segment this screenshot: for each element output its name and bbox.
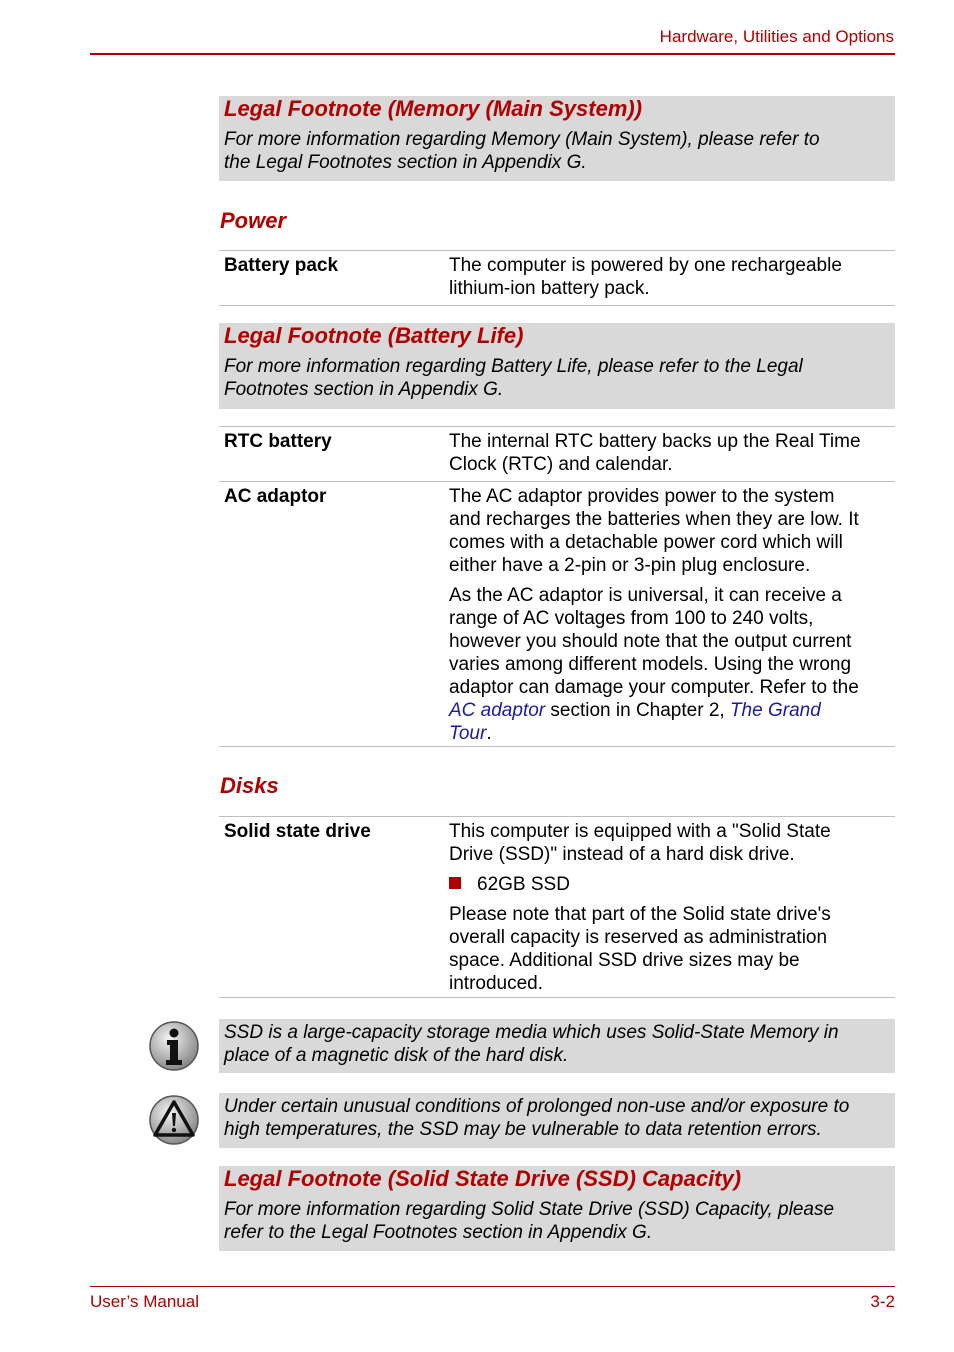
paragraph — [449, 903, 890, 995]
legal-footnote-ssd — [219, 1166, 895, 1251]
section-heading-disks: Disks — [220, 773, 279, 798]
text-line: comes with a detachable power cord which will — [449, 532, 843, 553]
text-line: Please note that part of the Solid state drive's — [449, 904, 831, 925]
section-heading-power: Power — [220, 208, 287, 233]
text-line: lithium-ion battery pack. — [449, 278, 650, 299]
power-spec-table-2 — [219, 426, 895, 747]
text-line: high temperatures, the SSD may be vulnerable to data retention errors. — [224, 1119, 822, 1140]
spec-label: RTC battery — [224, 431, 332, 452]
legal-footnote-title: Legal Footnote (Battery Life) — [224, 323, 524, 348]
footer-rule — [90, 1286, 895, 1287]
text-line: Drive (SSD)" instead of a hard disk drive. — [449, 844, 795, 865]
warning-note — [219, 1093, 895, 1148]
text-line: SSD is a large-capacity storage media which uses Solid-State Memory in — [224, 1022, 839, 1043]
legal-footnote-text — [224, 122, 890, 174]
text-fragment: . — [486, 723, 492, 744]
text-line: space. Additional SSD drive sizes may be — [449, 950, 800, 971]
info-icon — [148, 1020, 200, 1072]
text-line: For more information regarding Memory (Main System), please refer to — [224, 129, 820, 150]
ac-adaptor-link[interactable]: AC adaptor — [449, 700, 546, 721]
spec-description — [444, 820, 895, 997]
text-line: Under certain unusual conditions of prolonged non-use and/or exposure to — [224, 1096, 850, 1117]
text-line: This computer is equipped with a "Solid State — [449, 821, 831, 842]
paragraph — [449, 584, 890, 745]
table-row — [219, 816, 895, 998]
paragraph — [449, 820, 890, 866]
table-row — [219, 250, 895, 306]
legal-footnote-memory — [219, 96, 895, 181]
text-fragment: section in Chapter 2, — [545, 700, 730, 721]
warning-note-text — [224, 1095, 890, 1141]
legal-footnote-title: Legal Footnote (Memory (Main System)) — [224, 96, 643, 121]
legal-footnote-title: Legal Footnote (Solid State Drive (SSD) Capacity) — [224, 1166, 742, 1191]
text-line: For more information regarding Battery Life, please refer to the Legal — [224, 356, 803, 377]
legal-footnote-text — [224, 349, 890, 401]
text-line: Footnotes section in Appendix G. — [224, 379, 504, 400]
text-line: The internal RTC battery backs up the Real Time — [449, 431, 861, 452]
warning-icon — [148, 1094, 200, 1146]
header-rule — [90, 53, 895, 55]
text-line: The AC adaptor provides power to the system — [449, 486, 835, 507]
table-row — [219, 426, 895, 481]
text-line: however you should note that the output current — [449, 631, 852, 652]
spec-description — [444, 254, 895, 305]
spec-label: Battery pack — [224, 255, 339, 276]
table-row — [219, 481, 895, 747]
legal-footnote-battery — [219, 323, 895, 409]
text-line: varies among different models. Using the wrong — [449, 654, 852, 675]
info-note-text — [224, 1021, 890, 1067]
text-line: either have a 2-pin or 3-pin plug enclosure. — [449, 555, 811, 576]
page-number: 3-2 — [870, 1292, 895, 1311]
text-line: refer to the Legal Footnotes section in Appendix G. — [224, 1222, 653, 1243]
text-line: the Legal Footnotes section in Appendix G. — [224, 152, 587, 173]
text-line: Clock (RTC) and calendar. — [449, 454, 673, 475]
text-line: range of AC voltages from 100 to 240 volts, — [449, 608, 814, 629]
text-line — [449, 722, 890, 745]
spec-label: Solid state drive — [224, 821, 371, 842]
text-line: and recharges the batteries when they are low. It — [449, 509, 859, 530]
text-line: The computer is powered by one rechargeable — [449, 255, 842, 276]
bullet-square-icon — [449, 877, 461, 889]
legal-footnote-text — [224, 1192, 890, 1244]
power-spec-table — [219, 250, 895, 306]
spec-description — [444, 430, 895, 481]
text-line: For more information regarding Solid State Drive (SSD) Capacity, please — [224, 1199, 835, 1220]
disks-spec-table — [219, 816, 895, 998]
the-grand-tour-link[interactable]: The Grand — [729, 700, 821, 721]
spec-label: AC adaptor — [224, 486, 327, 507]
text-line: overall capacity is reserved as administration — [449, 927, 828, 948]
bullet-item — [449, 873, 890, 896]
text-line: place of a magnetic disk of the hard disk. — [224, 1045, 569, 1066]
running-header: Hardware, Utilities and Options — [659, 27, 894, 46]
text-line: As the AC adaptor is universal, it can receive a — [449, 585, 842, 606]
spec-description — [444, 485, 895, 746]
text-line: adaptor can damage your computer. Refer to the — [449, 677, 859, 698]
bullet-text: 62GB SSD — [477, 874, 570, 895]
paragraph — [449, 485, 890, 577]
footer-manual-title: User’s Manual — [90, 1292, 199, 1311]
text-line: introduced. — [449, 973, 544, 994]
text-line — [449, 699, 890, 722]
the-grand-tour-link-cont[interactable]: Tour — [449, 723, 487, 744]
info-note — [219, 1019, 895, 1073]
